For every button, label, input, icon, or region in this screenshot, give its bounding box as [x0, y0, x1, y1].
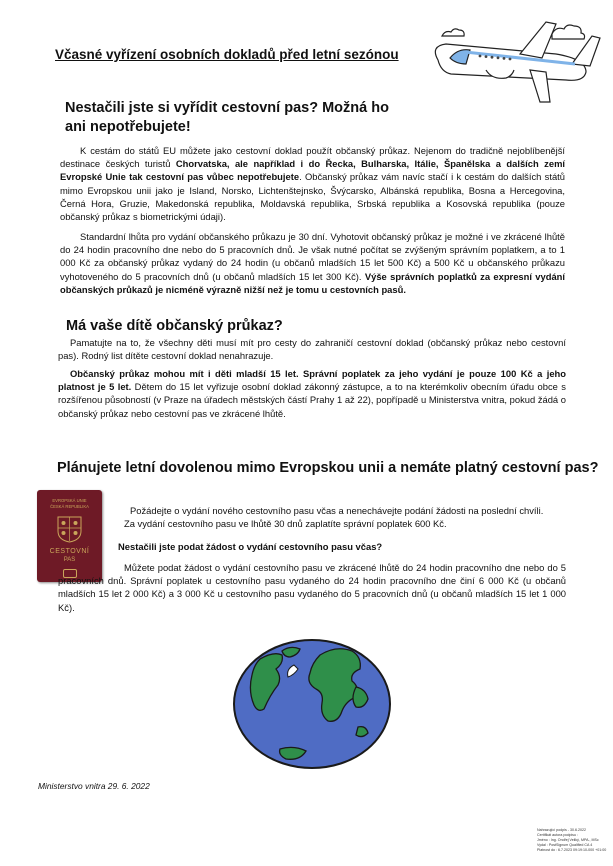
subheading-late-application: Nestačili jste podat žádost o vydání cestovního pasu včas?	[118, 541, 383, 552]
text-run: . Občanský průkaz vám navíc stačí i k cestám do dalších států mimo Evropskou unii jako je Island, Norsko, Lichtenštejnsko, Švýcarsko, Albánská republika, Bosna a Hercegovina, Černá Hora, Gruzie, Makedonská republika, Moldavská republika, Srbská republika a Kosovská republika (pouze občanský průkaz s biometrickými údaji).	[60, 171, 565, 223]
text-run: Můžete podat žádost o vydání cestovního pasu ve zkrácené lhůtě do 24 hodin pracovního dne nebo do 5 pracovních dnů. Správní poplatek u cestovního pasu vydaného do 24 hodin pracovního dne činí 6 000 Kč (u občanů mladších 15 let 2 000 Kč) a 3 000 Kč u cestovního pasu vydaného do 5 pracovních dnů (u občanů mladších 15 let 1 000 Kč).	[58, 562, 566, 613]
signature-metadata: Nahrazující podpis - 30.6.2022 Certifikát autora podpisu : Jméno : Ing. Ondřej Veliký, MPA., MSc Vydal : PostSignum Qualified CA 4 Platnost do : 6.7.2023 09:19:10-000 +01:00	[537, 828, 607, 852]
passport-text-pas: PAS	[63, 557, 76, 563]
text-run: K cestám do států EU můžete jako cestovní doklad použít občanský průkaz. Nejenom do tradičně nejoblíbenější destinace českých turistů	[60, 145, 565, 170]
czech-emblem-icon	[56, 515, 83, 543]
page-title: Včasné vyřízení osobních dokladů před letní sezónou	[55, 47, 399, 62]
text-run: Dětem do 15 let vyřizuje osobní doklad zákonný zástupce, a to na kterémkoliv obecním úřadu obce s rozšířenou působností (v Praze na úřadech městských částí Prahy 1 až 22), popřípadě u Ministerstva vnitra, pokud žádá o občanský průkaz nebo cestovní pas ve zkrácené lhůtě.	[58, 381, 566, 419]
airplane-icon	[420, 12, 605, 112]
paragraph-standard-fee: Za vydání cestovního pasu ve lhůtě 30 dnů zaplatíte správní poplatek 600 Kč.	[124, 518, 447, 529]
section-heading-child-id: Má vaše dítě občanský průkaz?	[66, 318, 283, 334]
globe-image	[230, 637, 395, 772]
bold-text-run: Občanský průkaz mohou mít i děti mladší 15 let. Správní poplatek za jeho vydání je pouze 100 Kč a jeho platnost je 5 let.	[58, 368, 566, 393]
text-run: Pamatujte na to, že všechny děti musí mít pro cesty do zahraničí cestovní doklad (občanský průkaz nebo cestovní pas). Rodný list dítěte cestovní doklad nenahrazuje.	[58, 337, 566, 362]
passport-text-union: EVROPSKÁ UNIE	[52, 498, 87, 503]
passport-text-title: CESTOVNÍ	[49, 548, 90, 555]
text-run: Standardní lhůta pro vydání občanského průkazu je 30 dní. Vyhotovit občanský průkaz je možné i ve zkrácené lhůtě do 24 hodin pracovního dne nebo do 5 pracovních dnů. Je však nutné počítat se zvýšeným správním poplatkem, a to 1 000 Kč za občanský průkaz vydaný do 24 hodin (u občanů mladších 15 let 500 Kč) a 500 Kč u občanského průkazu vyhotoveného do 5 pracovních dnů (u občanů mladších 15 let 300 Kč).	[60, 231, 565, 282]
paragraph-child-id-fee	[58, 367, 566, 420]
paragraph-child-travel	[58, 336, 566, 362]
bold-text-run: Výše správních poplatků za expresní vydání občanských průkazů je nicméně výrazně nižší než je tomu u cestovních pasů.	[60, 270, 565, 295]
passport-text-country: ČESKÁ REPUBLIKA	[50, 504, 89, 509]
footer-ministry-date: Ministerstvo vnitra 29. 6. 2022	[38, 781, 150, 791]
bold-text-run: Chorvatska, ale například i do Řecka, Bulharska, Itálie, Španělska a dalších zemí Evropské Unie tak cestovní pas vůbec nepotřebujete	[60, 158, 566, 183]
section-heading-non-eu: Plánujete letní dovolenou mimo Evropskou unii a nemáte platný cestovní pas?	[57, 460, 599, 476]
section-heading-passport: Nestačili jste si vyřídit cestovní pas? Možná ho ani nepotřebujete!	[65, 100, 389, 135]
paragraph-express-passport	[58, 561, 566, 614]
paragraph-apply-early: Požádejte o vydání nového cestovního pasu včas a nenechávejte podání žádosti na poslední chvíli.	[130, 505, 544, 516]
paragraph-eu-travel	[60, 144, 565, 223]
paragraph-id-fees	[60, 230, 565, 296]
